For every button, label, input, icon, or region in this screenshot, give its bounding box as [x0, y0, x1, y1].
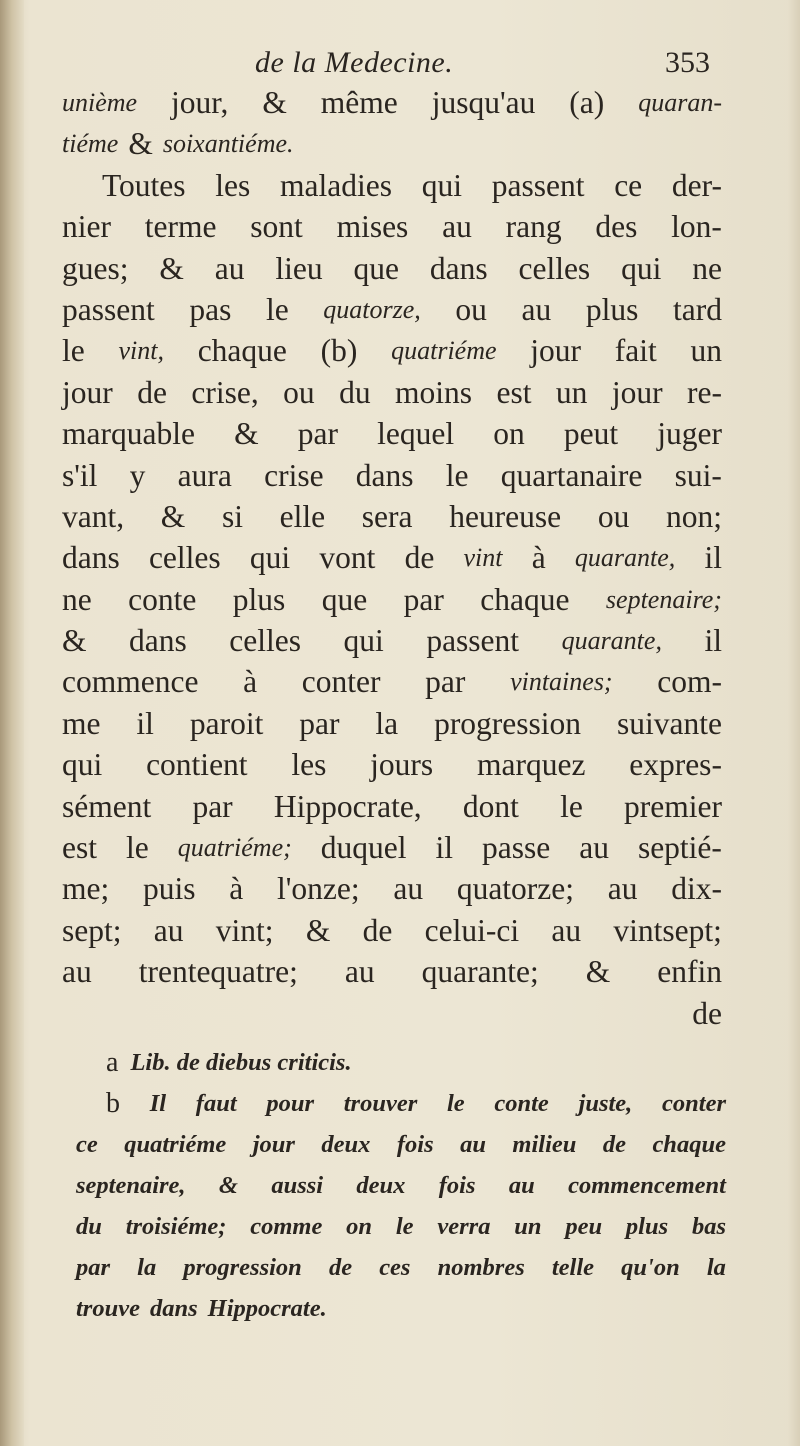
word: nier: [62, 209, 111, 245]
word: Il: [149, 1090, 167, 1117]
text-line: [62, 620, 722, 661]
word: chaque: [652, 1131, 726, 1158]
word: commence: [62, 664, 199, 700]
text-line: [62, 993, 722, 1034]
word: un: [555, 374, 588, 410]
word: nombres: [437, 1254, 525, 1281]
word: commencement: [568, 1172, 726, 1199]
word: vintsept;: [613, 912, 722, 948]
word: jour: [252, 1131, 295, 1158]
word: aura: [177, 457, 232, 493]
word: on: [346, 1213, 373, 1240]
word: progression: [183, 1254, 302, 1281]
text-line: [62, 289, 722, 330]
word: plus: [625, 1213, 669, 1240]
text-line: [62, 744, 722, 785]
word: fois: [438, 1172, 476, 1199]
word: fois: [396, 1131, 434, 1158]
word: pour: [266, 1090, 315, 1117]
word: &: [218, 1172, 238, 1199]
word: maladies: [280, 167, 392, 203]
word: dans: [149, 1295, 198, 1322]
word: faut: [195, 1090, 237, 1117]
word: du: [76, 1213, 102, 1240]
word: conter: [662, 1090, 726, 1117]
word: on: [493, 416, 525, 452]
word: au: [508, 1172, 535, 1199]
word: le: [395, 1213, 414, 1240]
word: quatorze,: [323, 294, 421, 324]
word: trentequatre;: [138, 954, 298, 990]
word: verra: [437, 1213, 491, 1240]
word: der-: [671, 167, 722, 203]
word: com-: [657, 664, 722, 700]
word: par: [403, 581, 444, 617]
text-line: [62, 372, 722, 413]
word: fait: [614, 333, 657, 369]
text-line: [62, 330, 722, 371]
text-line: [62, 661, 722, 702]
word: sept;: [62, 912, 122, 948]
word: ou: [597, 498, 630, 534]
word: vint;: [215, 912, 274, 948]
word: il: [704, 540, 722, 576]
word: dans: [429, 250, 488, 286]
word: septenaire;: [605, 584, 722, 614]
word: septenaire,: [76, 1172, 186, 1199]
word: me;: [62, 871, 110, 907]
word: quatriéme;: [177, 833, 292, 863]
word: &: [262, 85, 287, 120]
word: vint,: [118, 336, 164, 366]
word: celui-ci: [424, 912, 520, 948]
word: re-: [687, 374, 722, 410]
word: par: [425, 664, 466, 700]
word: si: [221, 498, 243, 534]
text-line: [62, 537, 722, 578]
word: dans: [129, 623, 187, 659]
text-line: [62, 827, 722, 868]
word: sera: [361, 498, 413, 534]
word: gues;: [62, 250, 129, 286]
word: de: [137, 374, 167, 410]
word: troisiéme;: [125, 1213, 227, 1240]
word: quatorze;: [456, 871, 574, 907]
word: &: [234, 416, 259, 452]
word: juste,: [578, 1090, 633, 1117]
word: (a): [569, 85, 605, 120]
word: à: [243, 664, 258, 700]
word: à: [229, 871, 244, 907]
word: est: [496, 374, 532, 410]
body-text: [62, 82, 722, 1034]
word: jour: [530, 333, 582, 369]
word: ne: [692, 250, 722, 286]
text-line: [62, 703, 722, 744]
word: passent: [491, 167, 585, 203]
word: trouve: [76, 1295, 140, 1322]
word: &: [585, 954, 611, 990]
text-line: [62, 206, 722, 247]
word: les: [215, 167, 251, 203]
word: &: [159, 250, 184, 286]
word: de: [602, 1131, 626, 1158]
word: au: [344, 954, 375, 990]
text-line: [62, 786, 722, 827]
word: paroit: [189, 705, 264, 741]
word: est: [62, 830, 97, 866]
footnote-line: [76, 1288, 726, 1329]
word: tard: [672, 291, 722, 327]
word: qui: [621, 250, 662, 286]
word: juger: [657, 416, 722, 452]
word: duquel: [320, 830, 407, 866]
word: telle: [551, 1254, 595, 1281]
word: quartanaire: [500, 457, 643, 493]
word: septié-: [637, 830, 722, 866]
word: elle: [279, 498, 326, 534]
word: marquez: [476, 747, 586, 783]
word: ce: [76, 1131, 98, 1158]
footnote-text: Lib. de diebus criticis.: [130, 1049, 352, 1076]
word: ne: [62, 581, 92, 617]
word: mises: [336, 209, 409, 245]
footnote-line: [76, 1083, 726, 1124]
word: celles: [518, 250, 591, 286]
word: unième: [62, 88, 138, 117]
word: (b): [320, 333, 358, 369]
word: deux: [356, 1172, 406, 1199]
word: quaran-: [638, 88, 722, 117]
word: qui: [249, 540, 291, 576]
word: enfin: [657, 954, 722, 990]
word: sont: [250, 209, 303, 245]
word: lequel: [377, 416, 455, 452]
word: que: [321, 581, 368, 617]
word: les: [291, 747, 327, 783]
word: jour: [62, 374, 113, 410]
word: au: [607, 871, 638, 907]
word: celles: [148, 540, 221, 576]
footnote-marker: a: [106, 1047, 119, 1078]
word: le: [125, 830, 149, 866]
word: aussi: [271, 1172, 324, 1199]
word: ou: [283, 374, 315, 410]
word: le: [560, 788, 583, 824]
word: dont: [462, 788, 519, 824]
word: expres-: [629, 747, 722, 783]
text-line: [62, 868, 722, 909]
footnote-line: [76, 1165, 726, 1206]
word: ou: [455, 291, 487, 327]
word: quarante;: [421, 954, 539, 990]
text-line: [62, 165, 722, 206]
word: bas: [691, 1213, 726, 1240]
word: passent: [62, 291, 155, 327]
word: au: [521, 291, 552, 327]
word: le: [446, 1090, 465, 1117]
word: vintaines;: [510, 667, 613, 697]
word: chaque: [480, 581, 570, 617]
page-edge: [788, 0, 800, 1446]
word: chaque: [197, 333, 287, 369]
word: le: [62, 333, 85, 369]
page-header: [0, 46, 800, 86]
word: &: [305, 912, 331, 948]
footnote-line: [76, 1206, 726, 1247]
running-title: de la Medecine.: [255, 46, 454, 79]
word: ce: [614, 167, 643, 203]
word: marquable: [62, 416, 195, 452]
text-line: [62, 248, 722, 289]
footnote-line: [76, 1124, 726, 1165]
word: il: [435, 830, 454, 866]
footnote-line: [76, 1247, 726, 1288]
text-line: [62, 496, 722, 537]
word: par: [76, 1254, 111, 1281]
footnote-a: [76, 1042, 726, 1083]
text-line: [62, 413, 722, 454]
word: de: [692, 995, 722, 1031]
word: passent: [426, 623, 520, 659]
footnotes: [76, 1042, 726, 1329]
word: de: [362, 912, 393, 948]
word: au: [579, 830, 609, 866]
word: plus: [585, 291, 639, 327]
text-line: [62, 579, 722, 620]
word: conte: [128, 581, 197, 617]
text-line: [62, 951, 722, 992]
word: l'onze;: [276, 871, 360, 907]
word: jour: [611, 374, 663, 410]
word: il: [704, 623, 722, 659]
word: la: [375, 705, 399, 741]
word: au: [214, 250, 245, 286]
word: qui: [62, 747, 103, 783]
word: par: [299, 705, 340, 741]
word: progression: [434, 705, 582, 741]
word: non;: [665, 498, 722, 534]
word: moins: [395, 374, 473, 410]
word: quarante,: [574, 543, 676, 573]
word: sui-: [674, 457, 722, 493]
word: Hippocrate.: [207, 1295, 327, 1322]
word: quarante,: [561, 626, 662, 656]
word: Toutes: [102, 167, 186, 203]
word: milieu: [512, 1131, 577, 1158]
word: par: [192, 788, 233, 824]
word: premier: [624, 788, 722, 824]
word: quatriéme: [391, 336, 497, 366]
word: au: [460, 1131, 486, 1158]
word: crise,: [191, 374, 259, 410]
word: suivante: [616, 705, 722, 741]
word: trouver: [343, 1090, 418, 1117]
word: lieu: [275, 250, 323, 286]
word: il: [136, 705, 154, 741]
word: passe: [482, 830, 551, 866]
word: des: [595, 209, 638, 245]
book-gutter: [0, 0, 24, 1446]
word: contient: [146, 747, 248, 783]
word: plus: [232, 581, 286, 617]
word: par: [297, 416, 338, 452]
word: qu'on: [621, 1254, 680, 1281]
word: au: [62, 954, 92, 990]
word: dix-: [671, 871, 722, 907]
word: au: [551, 912, 582, 948]
word: sément: [62, 788, 152, 824]
word: jours: [370, 747, 434, 783]
word: au: [442, 209, 472, 245]
word: un: [690, 333, 722, 369]
word: vint: [463, 543, 503, 573]
word: pas: [189, 291, 232, 327]
word: jour,: [171, 85, 229, 120]
word: heureuse: [449, 498, 562, 534]
word: au: [393, 871, 424, 907]
word: au: [153, 912, 184, 948]
word: le: [445, 457, 469, 493]
page-number: 353: [665, 46, 710, 79]
word: qui: [421, 167, 462, 203]
word: s'il: [62, 457, 98, 493]
footnote-marker: b: [106, 1088, 120, 1119]
word: de: [328, 1254, 353, 1281]
word: Hippocrate,: [273, 788, 422, 824]
word: jusqu'au: [431, 85, 536, 120]
word: quatriéme: [124, 1131, 227, 1158]
word: &: [62, 623, 87, 659]
word: &: [128, 126, 153, 162]
word: peut: [563, 416, 619, 452]
word: vant,: [62, 498, 125, 534]
word: dans: [355, 457, 414, 493]
word: qui: [343, 623, 384, 659]
text-line: [62, 123, 722, 164]
word: un: [514, 1213, 542, 1240]
word: deux: [321, 1131, 371, 1158]
word: vont: [319, 540, 376, 576]
word: tiéme: [62, 129, 119, 159]
word: me: [62, 705, 101, 741]
word: soixantiéme.: [162, 129, 294, 159]
text-line: [62, 455, 722, 496]
word: la: [137, 1254, 157, 1281]
word: à: [531, 540, 546, 576]
word: peu: [565, 1213, 603, 1240]
word: puis: [142, 871, 196, 907]
word: même: [320, 85, 398, 120]
word: rang: [505, 209, 562, 245]
text-line: [62, 82, 722, 123]
word: conter: [301, 664, 381, 700]
word: ces: [379, 1254, 411, 1281]
word: lon-: [671, 209, 722, 245]
word: terme: [144, 209, 217, 245]
word: que: [353, 250, 399, 286]
word: le: [265, 291, 289, 327]
word: la: [706, 1254, 726, 1281]
word: &: [160, 498, 186, 534]
text-line: [62, 910, 722, 951]
word: dans: [62, 540, 120, 576]
word: celles: [229, 623, 302, 659]
word: de: [404, 540, 435, 576]
word: conte: [494, 1090, 549, 1117]
word: y: [129, 457, 146, 493]
word: du: [339, 374, 371, 410]
word: crise: [264, 457, 324, 493]
footnote-b: [76, 1083, 726, 1329]
word: comme: [250, 1213, 323, 1240]
